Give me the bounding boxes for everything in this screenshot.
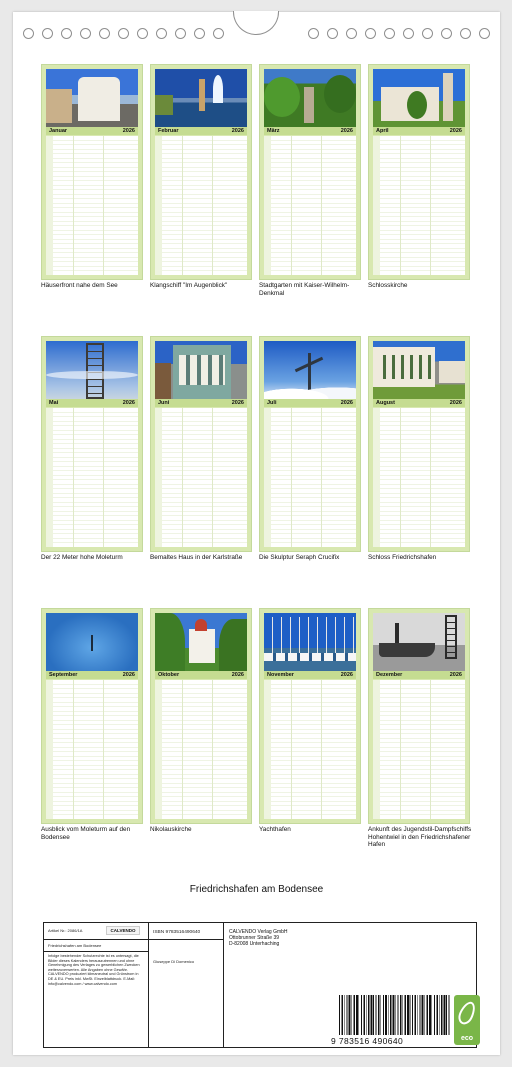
leaf-icon [456, 999, 479, 1027]
month-name: März [267, 128, 280, 134]
photo-caption: Ausblick vom Moleturm auf den Bodensee [41, 826, 131, 841]
photo-mai [46, 341, 138, 399]
month-year: 2026 [122, 400, 135, 406]
month-year: 2026 [449, 672, 462, 678]
barcode-number: 9 783516 490640 [331, 1036, 404, 1046]
publisher [229, 929, 288, 947]
photo-caption: Ankunft des Jugendstil-Dampfschiffs Hohentwiel in den Friedrichshafener Hafen [368, 826, 472, 849]
photo-caption: Nikolauskirche [150, 826, 192, 833]
month-name: November [267, 672, 294, 678]
day-grid [264, 408, 356, 547]
day-grid [264, 136, 356, 275]
photo-caption: Stadtgarten mit Kaiser-Wilhelm-Denkmal [259, 282, 350, 297]
month-year: 2026 [340, 128, 353, 134]
info-col-mid [149, 923, 224, 1047]
month-name: Februar [158, 128, 179, 134]
publisher-city: D-82008 Unterhaching [229, 941, 280, 947]
month-year: 2026 [122, 672, 135, 678]
month-year: 2026 [340, 672, 353, 678]
photo-caption: Der 22 Meter hohe Moleturm [41, 554, 123, 561]
eco-logo [454, 995, 480, 1045]
product-title: Friedrichshafen am Bodensee [48, 943, 102, 948]
author: Giuseppe Di Domenico [153, 959, 195, 964]
day-grid [373, 680, 465, 819]
day-grid [46, 136, 138, 275]
month-name: Dezember [376, 672, 403, 678]
month-name: August [376, 400, 395, 406]
day-grid [46, 408, 138, 547]
photo-juli [264, 341, 356, 399]
photo-januar [46, 69, 138, 127]
eco-label: eco [460, 1035, 474, 1042]
day-grid [264, 680, 356, 819]
isbn-barcode [331, 995, 451, 1045]
photo-caption: Bemaltes Haus in der Karlstraße [150, 554, 243, 561]
month-name: Oktober [158, 672, 180, 678]
photo-caption: Die Skulptur Seraph Crucifix [259, 554, 340, 561]
month-year: 2026 [231, 400, 244, 406]
publisher-street: Ottobrunner Straße 39 [229, 935, 280, 941]
day-grid [373, 136, 465, 275]
photo-august [373, 341, 465, 399]
month-name: Juni [158, 400, 170, 406]
photo-september [46, 613, 138, 671]
photo-dezember [373, 613, 465, 671]
calendar-title: Friedrichshafen am Bodensee [189, 884, 324, 895]
photo-caption: Schloss Friedrichshafen [368, 554, 437, 561]
photo-maerz [264, 69, 356, 127]
month-year: 2026 [340, 400, 353, 406]
day-grid [373, 408, 465, 547]
month-name: Juli [267, 400, 277, 406]
month-year: 2026 [449, 400, 462, 406]
photo-april [373, 69, 465, 127]
article-number: Artikel Nr.: 2086/1A [48, 928, 83, 933]
month-year: 2026 [449, 128, 462, 134]
publisher-name: CALVENDO Verlag GmbH [229, 929, 288, 935]
brand-logo: CALVENDO [106, 926, 140, 935]
photo-caption: Schlosskirche [368, 282, 408, 289]
photo-oktober [155, 613, 247, 671]
day-grid [155, 136, 247, 275]
month-name: September [49, 672, 78, 678]
month-name: Januar [49, 128, 68, 134]
photo-november [264, 613, 356, 671]
isbn: ISBN 9783516490640 [153, 930, 201, 935]
month-name: Mai [49, 400, 59, 406]
legal-text: Infolge bestehender Schutzrechte ist es untersagt, die Bilder dieses Kalenders herauszutrennen und ohne Genehmigung des Verlages zu gewerblichen Zwecken weiterzuverwerten. Alle Angaben ohne Gewähr. CALVENDO produziert klimaneutral und Grünstrom in DE & EU. Preis inkl. MwSt. Einzelblattdruck. E-Mail: info@calvendo.com / www.calvendo.com [48, 954, 140, 986]
photo-caption: Häuserfront nahe dem See [41, 282, 118, 289]
photo-februar [155, 69, 247, 127]
photo-caption: Yachthafen [259, 826, 291, 833]
photo-caption: Klangschiff "Im Augenblick" [150, 282, 228, 289]
day-grid [155, 408, 247, 547]
month-name: April [376, 128, 389, 134]
photo-juni [155, 341, 247, 399]
month-year: 2026 [231, 128, 244, 134]
product-info-box [43, 922, 477, 1048]
month-year: 2026 [231, 672, 244, 678]
month-year: 2026 [122, 128, 135, 134]
day-grid [46, 680, 138, 819]
day-grid [155, 680, 247, 819]
info-col-left [44, 923, 149, 1047]
calendar-sheet [13, 12, 500, 1055]
